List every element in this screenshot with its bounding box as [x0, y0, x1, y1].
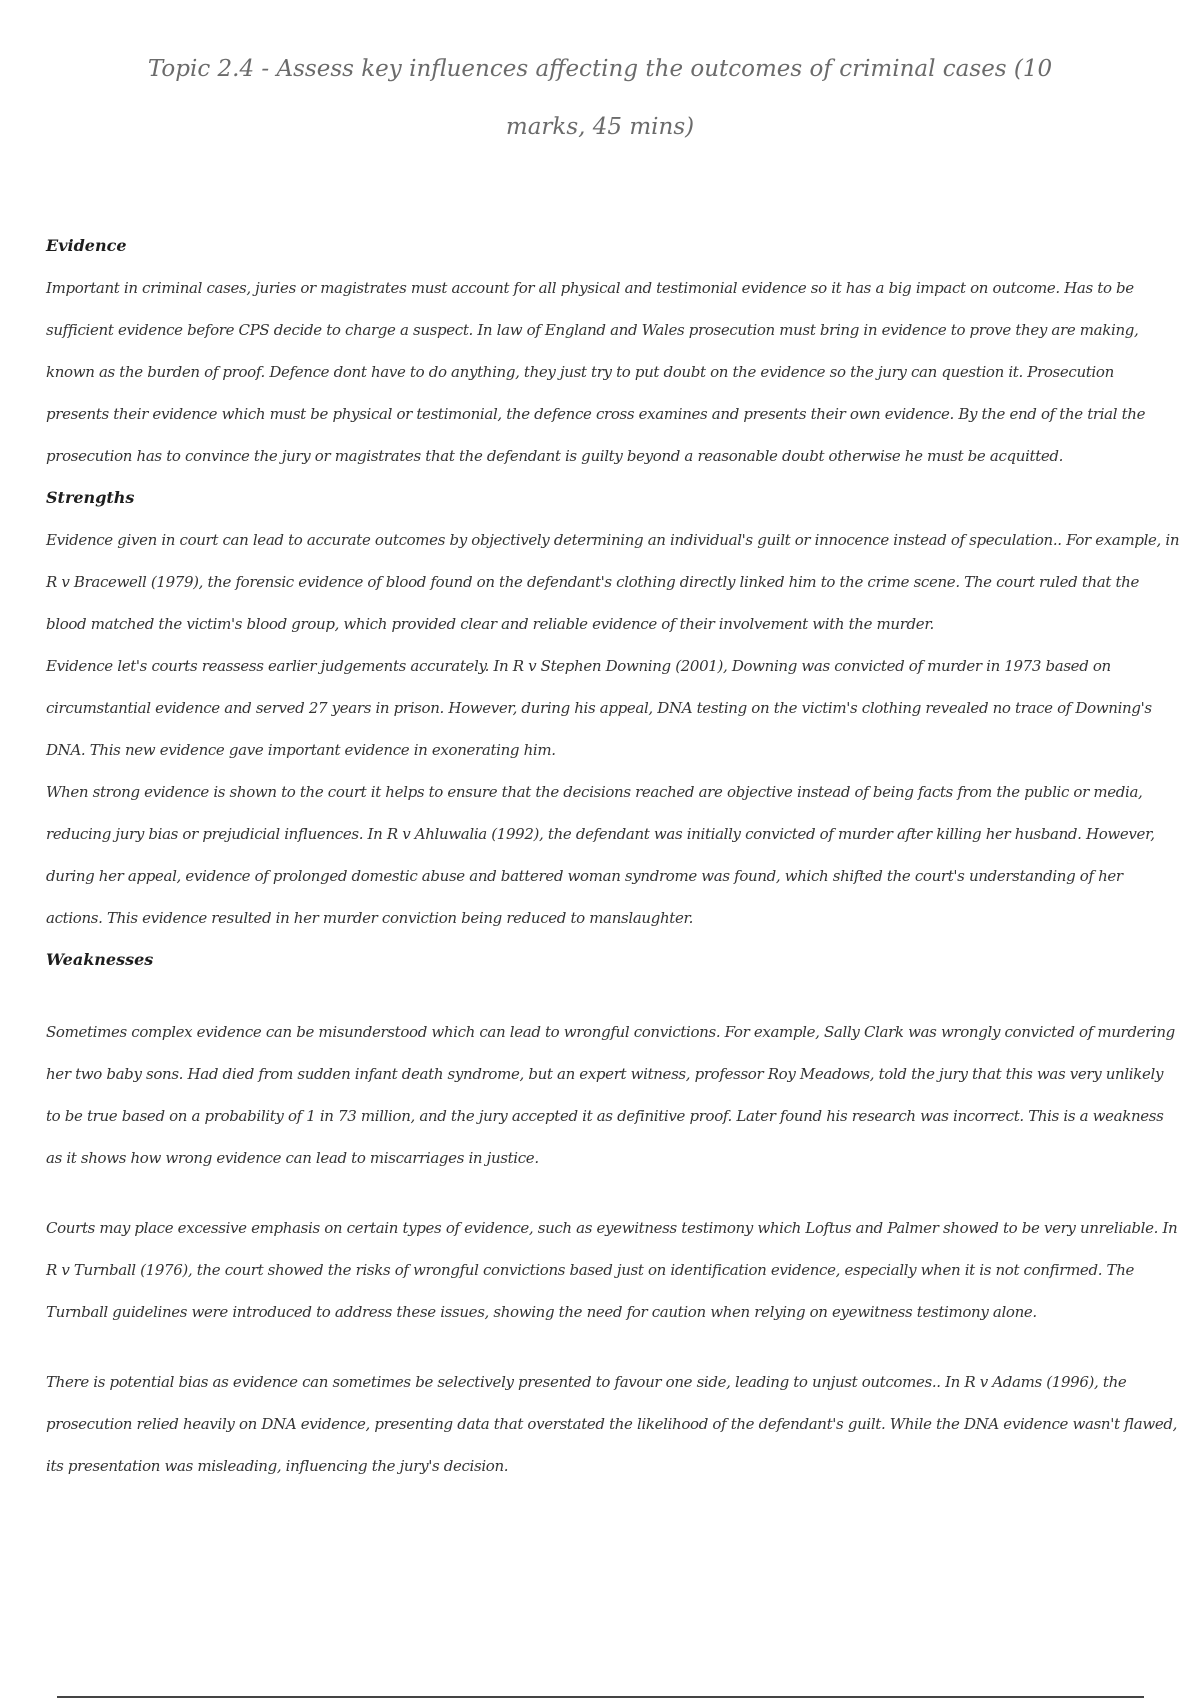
document-body — [46, 225, 1181, 1487]
footer-divider — [57, 1696, 1144, 1698]
page-title: Topic 2.4 - Assess key influences affecting the outcomes of criminal cases (10 marks, 45 mins) — [147, 56, 1053, 140]
strengths-paragraph-3: When strong evidence is shown to the court it helps to ensure that the decisions reached are objective instead of being facts from the public or media, reducing jury bias or prejudicial influences. In R v Ahluwalia (1992), the defendant was initially convicted of murder after killing her husband. However, during her appeal, evidence of prolonged domestic abuse and battered woman syndrome was found, which shifted the court's understanding of her actions. This evidence resulted in her murder conviction being reduced to manslaughter. — [46, 783, 1155, 927]
section-heading-evidence: Evidence — [46, 236, 127, 255]
spacer — [46, 981, 1181, 1011]
strengths-paragraph-2: Evidence let's courts reassess earlier judgements accurately. In R v Stephen Downing (2001), Downing was convicted of murder in 1973 based on circumstantial evidence and served 27 years in prison. However, during his appeal, DNA testing on the victim's clothing revealed no trace of Downing's DNA. This new evidence gave important evidence in exonerating him. — [46, 657, 1152, 759]
weaknesses-paragraph-1: Sometimes complex evidence can be misunderstood which can lead to wrongful convictions. For example, Sally Clark was wrongly convicted of murdering her two baby sons. Had died from sudden infant death syndrome, but an expert witness, professor Roy Meadows, told the jury that this was very unlikely to be true based on a probability of 1 in 73 million, and the jury accepted it as definitive proof. Later found his research was incorrect. This is a weakness as it shows how wrong evidence can lead to miscarriages in justice. — [46, 1023, 1175, 1167]
section-heading-strengths: Strengths — [46, 488, 135, 507]
evidence-paragraph: Important in criminal cases, juries or magistrates must account for all physical and testimonial evidence so it has a big impact on outcome. Has to be sufficient evidence before CPS decide to charge a suspect. In law of England and Wales prosecution must bring in evidence to prove they are making, known as the burden of proof. Defence dont have to do anything, they just try to put doubt on the evidence so the jury can question it. Prosecution presents their evidence which must be physical or testimonial, the defence cross examines and presents their own evidence. By the end of the trial the prosecution has to convince the jury or magistrates that the defendant is guilty beyond a reasonable doubt otherwise he must be acquitted. — [46, 279, 1146, 465]
spacer — [46, 1333, 1181, 1361]
section-heading-weaknesses: Weaknesses — [46, 950, 154, 969]
weaknesses-paragraph-2: Courts may place excessive emphasis on certain types of evidence, such as eyewitness testimony which Loftus and Palmer showed to be very unreliable. In R v Turnball (1976), the court showed the risks of wrongful convictions based just on identification evidence, especially when it is not confirmed. The Turnball guidelines were introduced to address these issues, showing the need for caution when relying on eyewitness testimony alone. — [46, 1219, 1178, 1321]
spacer — [46, 1179, 1181, 1207]
strengths-paragraph-1: Evidence given in court can lead to accurate outcomes by objectively determining an individual's guilt or innocence instead of speculation.. For example, in R v Bracewell (1979), the forensic evidence of blood found on the defendant's clothing directly linked him to the crime scene. The court ruled that the blood matched the victim's blood group, which provided clear and reliable evidence of their involvement with the murder. — [46, 531, 1180, 633]
weaknesses-paragraph-3: There is potential bias as evidence can sometimes be selectively presented to favour one side, leading to unjust outcomes.. In R v Adams (1996), the prosecution relied heavily on DNA evidence, presenting data that overstated the likelihood of the defendant's guilt. While the DNA evidence wasn't flawed, its presentation was misleading, influencing the jury's decision. — [46, 1373, 1178, 1475]
